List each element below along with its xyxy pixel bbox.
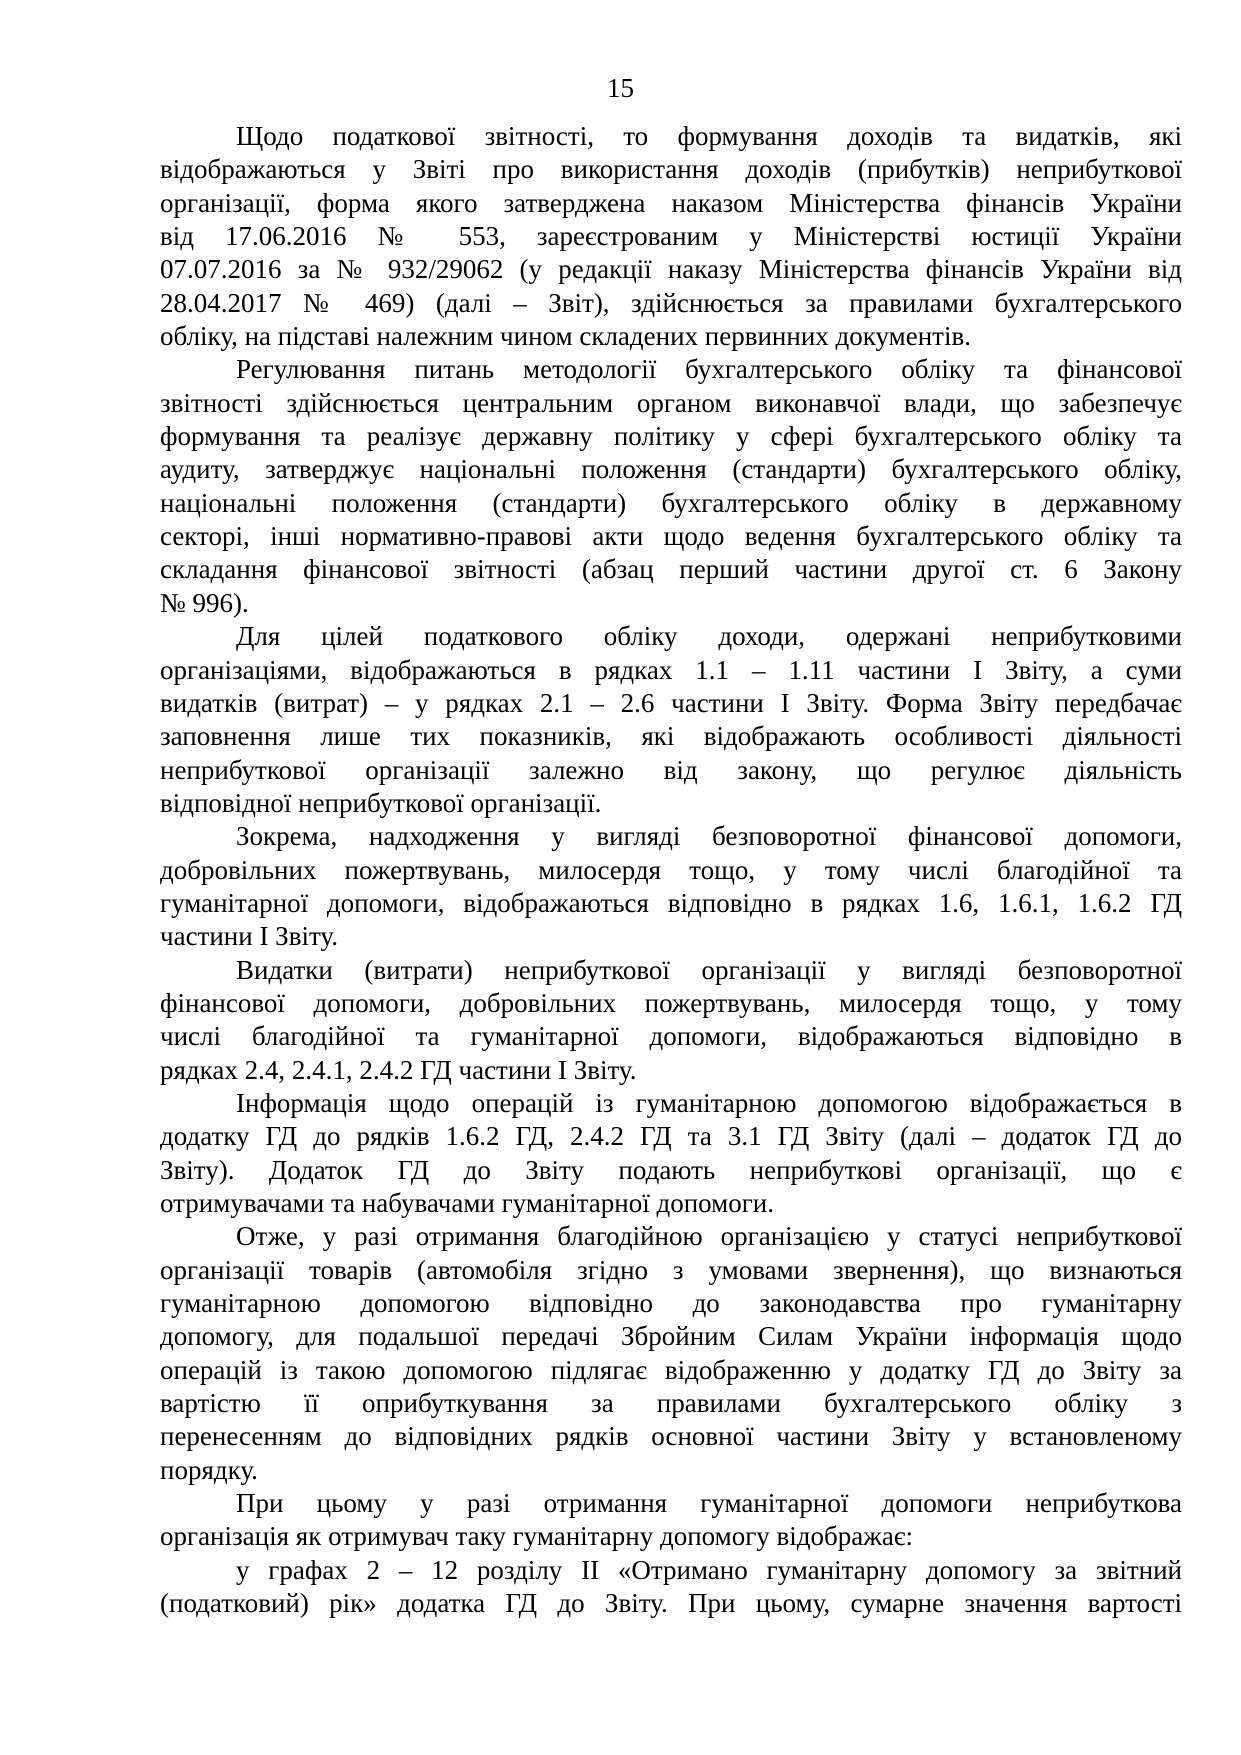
text-line: рядках 2.4, 2.4.1, 2.4.2 ГД частини І Звіту. bbox=[160, 1054, 637, 1085]
paragraph bbox=[160, 954, 1182, 1087]
text-line: додатку ГД до рядків 1.6.2 ГД, 2.4.2 ГД та 3.1 ГД Звіту (далі – додаток ГД до bbox=[160, 1121, 1182, 1152]
text-line: № 996). bbox=[160, 587, 249, 618]
text-line: від 17.06.2016 № 553, зареєстрованим у Міністерстві юстиції України bbox=[160, 221, 1182, 252]
text-line: організація як отримувач таку гуманітарну допомогу відображає: bbox=[160, 1521, 913, 1552]
text-line: (податковий) рік» додатка ГД до Звіту. При цьому, сумарне значення вартості bbox=[160, 1588, 1182, 1619]
text-line: Звіту). Додаток ГД до Звіту подають неприбуткові організації, що є bbox=[160, 1154, 1182, 1185]
text-line: Щодо податкової звітності, то формування доходів та видатків, які bbox=[236, 121, 1182, 151]
paragraph bbox=[160, 353, 1182, 620]
text-line: неприбуткової організації залежно від закону, що регулює діяльність bbox=[160, 754, 1182, 785]
text-line: формування та реалізує державну політику у сфері бухгалтерського обліку та bbox=[160, 421, 1182, 452]
page-content bbox=[160, 120, 1182, 1620]
text-line: порядку. bbox=[160, 1454, 258, 1485]
text-line: організації товарів (автомобіля згідно з умовами звернення), що визнаються bbox=[160, 1254, 1182, 1285]
text-line: аудиту, затверджує національні положення (стандарти) бухгалтерського обліку, bbox=[160, 454, 1182, 485]
text-line: обліку, на підставі належним чином складених первинних документів. bbox=[160, 321, 971, 352]
paragraph bbox=[160, 620, 1182, 820]
text-line: організаціями, відображаються в рядках 1.1 – 1.11 частини І Звіту, а суми bbox=[160, 654, 1182, 685]
text-line: добровільних пожертвувань, милосердя тощо, у тому числі благодійної та bbox=[160, 854, 1182, 885]
text-line: отримувачами та набувачами гуманітарної допомоги. bbox=[160, 1188, 774, 1218]
text-line: При цьому у разі отримання гуманітарної допомоги неприбуткова bbox=[236, 1488, 1182, 1519]
text-line: відповідної неприбуткової організації. bbox=[160, 787, 602, 818]
text-line: Інформація щодо операцій із гуманітарною допомогою відображається в bbox=[236, 1087, 1182, 1118]
text-line: у графах 2 – 12 розділу ІІ «Отримано гуманітарну допомогу за звітний bbox=[236, 1554, 1182, 1585]
text-line: гуманітарної допомоги, відображаються відповідно в рядках 1.6, 1.6.1, 1.6.2 ГД bbox=[160, 887, 1182, 918]
text-line: Отже, у разі отримання благодійною організацією у статусі неприбуткової bbox=[236, 1221, 1182, 1252]
text-line: секторі, інші нормативно-правові акти щодо ведення бухгалтерського обліку та bbox=[160, 521, 1182, 552]
text-line: звітності здійснюється центральним органом виконавчої влади, що забезпечує bbox=[160, 387, 1182, 418]
paragraph bbox=[160, 1554, 1182, 1621]
text-line: частини І Звіту. bbox=[160, 921, 338, 952]
text-line: Видатки (витрати) неприбуткової організації у вигляді безповоротної bbox=[236, 954, 1182, 985]
paragraph bbox=[160, 1487, 1182, 1554]
text-line: числі благодійної та гуманітарної допомоги, відображаються відповідно в bbox=[160, 1021, 1182, 1052]
paragraph bbox=[160, 1087, 1182, 1220]
text-line: 28.04.2017 № 469) (далі – Звіт), здійснюється за правилами бухгалтерського bbox=[160, 287, 1182, 318]
text-line: Регулювання питань методології бухгалтерського обліку та фінансової bbox=[236, 354, 1182, 385]
text-line: операцій із такою допомогою підлягає відображенню у додатку ГД до Звіту за bbox=[160, 1354, 1182, 1385]
text-line: національні положення (стандарти) бухгалтерського обліку в державному bbox=[160, 487, 1182, 518]
text-line: Для цілей податкового обліку доходи, одержані неприбутковими bbox=[236, 621, 1182, 652]
text-line: складання фінансової звітності (абзац перший частини другої ст. 6 Закону bbox=[160, 554, 1182, 585]
text-line: вартістю її оприбуткування за правилами бухгалтерського обліку з bbox=[160, 1388, 1182, 1419]
text-line: заповнення лише тих показників, які відображають особливості діяльності bbox=[160, 721, 1182, 752]
text-line: Зокрема, надходження у вигляді безповоротної фінансової допомоги, bbox=[236, 821, 1182, 852]
text-line: організації, форма якого затверджена наказом Міністерства фінансів України bbox=[160, 187, 1182, 218]
text-line: гуманітарною допомогою відповідно до законодавства про гуманітарну bbox=[160, 1288, 1182, 1319]
text-line: видатків (витрат) – у рядках 2.1 – 2.6 частини І Звіту. Форма Звіту передбачає bbox=[160, 687, 1182, 718]
text-line: 07.07.2016 за № 932/29062 (у редакції наказу Міністерства фінансів України від bbox=[160, 254, 1182, 285]
text-line: допомогу, для подальшої передачі Збройним Силам України інформація щодо bbox=[160, 1321, 1182, 1352]
text-line: відображаються у Звіті про використання доходів (прибутків) неприбуткової bbox=[160, 154, 1182, 185]
text-line: фінансової допомоги, добровільних пожертвувань, милосердя тощо, у тому bbox=[160, 987, 1182, 1018]
paragraph bbox=[160, 1220, 1182, 1487]
paragraph bbox=[160, 820, 1182, 953]
text-line: перенесенням до відповідних рядків основної частини Звіту у встановленому bbox=[160, 1421, 1182, 1452]
page-number: 15 bbox=[607, 73, 634, 103]
paragraph bbox=[160, 120, 1182, 353]
